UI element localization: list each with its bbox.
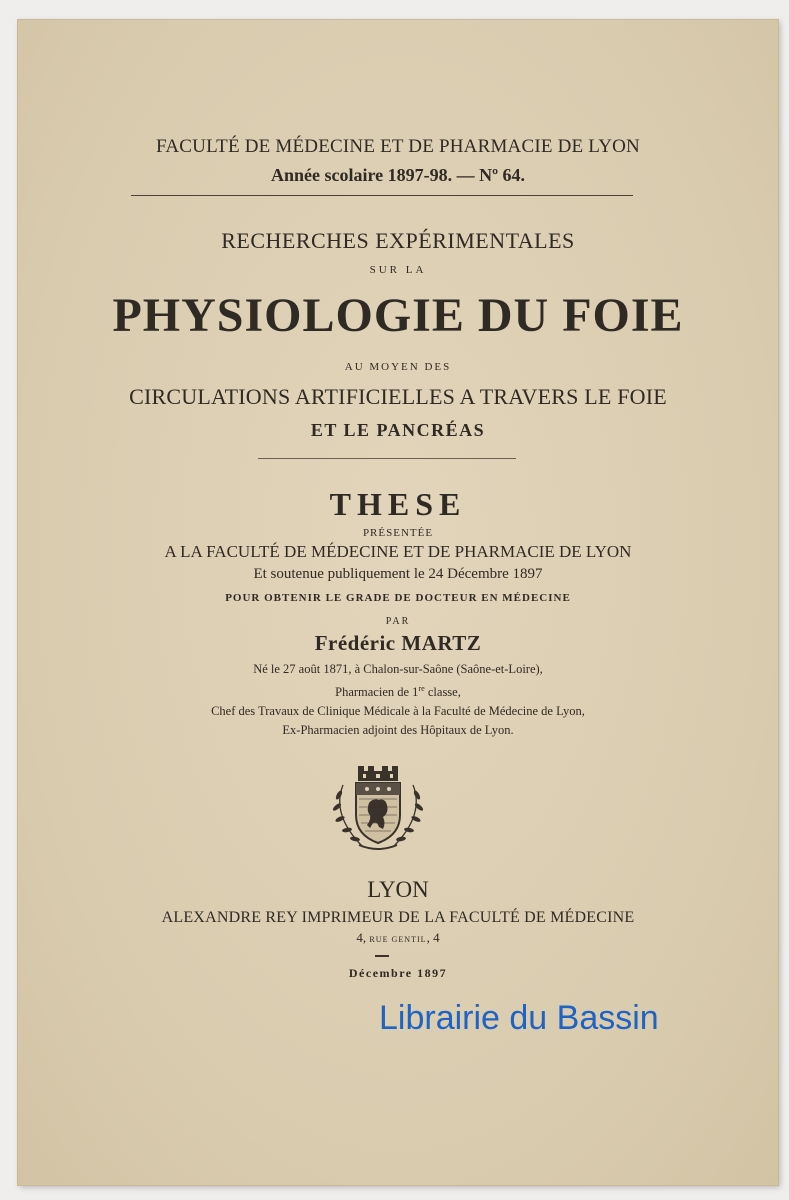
imprint-address-end: , 4	[426, 930, 440, 945]
divider-middle	[258, 458, 516, 459]
author-title-2: Chef des Travaux de Clinique Médicale à la Faculté de Médecine de Lyon,	[211, 704, 585, 718]
author-title-1	[18, 684, 778, 700]
title-line-3: AU MOYEN DES	[344, 361, 452, 373]
faculty-heading: FACULTÉ DE MÉDECINE ET DE PHARMACIE DE LYON	[156, 136, 640, 157]
imprint-city: LYON	[367, 877, 429, 902]
imprint-address-street: RUE GENTIL	[369, 935, 427, 944]
author-title-1-suffix: classe,	[424, 685, 461, 700]
thesis-faculty: A LA FACULTÉ DE MÉDECINE ET DE PHARMACIE DE LYON	[164, 542, 632, 561]
year-number: Année scolaire 1897-98. — Nº 64.	[270, 165, 526, 185]
title-line-1: RECHERCHES EXPÉRIMENTALES	[221, 228, 575, 253]
title-line-2: SUR LA	[369, 264, 427, 276]
author-name: Frédéric MARTZ	[314, 631, 482, 655]
imprint-printer: ALEXANDRE REY IMPRIMEUR DE LA FACULTÉ DE MÉDECINE	[161, 909, 635, 926]
title-line-5: ET LE PANCRÉAS	[310, 420, 486, 440]
author-title-1-sup: re	[418, 684, 425, 693]
author-title-1-prefix: Pharmacien de 1	[335, 685, 419, 700]
author-title-3: Ex-Pharmacien adjoint des Hôpitaux de Lyon.	[282, 723, 514, 737]
main-title: PHYSIOLOGIE DU FOIE	[112, 289, 684, 342]
title-line-4: CIRCULATIONS ARTIFICIELLES A TRAVERS LE FOIE	[129, 384, 667, 409]
thesis-defended: Et soutenue publiquement le 24 Décembre 1897	[253, 566, 543, 582]
imprint-address-num: 4,	[356, 930, 370, 945]
divider-top	[131, 195, 633, 196]
imprint-dash	[375, 955, 389, 957]
thesis-by: PAR	[385, 616, 411, 627]
thesis-presented: PRÉSENTÉE	[362, 527, 434, 539]
imprint-address	[18, 930, 778, 946]
imprint-date: Décembre 1897	[348, 966, 448, 980]
seller-watermark: Librairie du Bassin	[379, 999, 659, 1037]
thesis-heading: THESE	[329, 486, 467, 522]
thesis-purpose: POUR OBTENIR LE GRADE DE DOCTEUR EN MÉDECINE	[225, 592, 571, 604]
lyon-coat-of-arms-icon	[323, 765, 433, 853]
author-born: Né le 27 août 1871, à Chalon-sur-Saône (Saône-et-Loire),	[253, 662, 543, 676]
